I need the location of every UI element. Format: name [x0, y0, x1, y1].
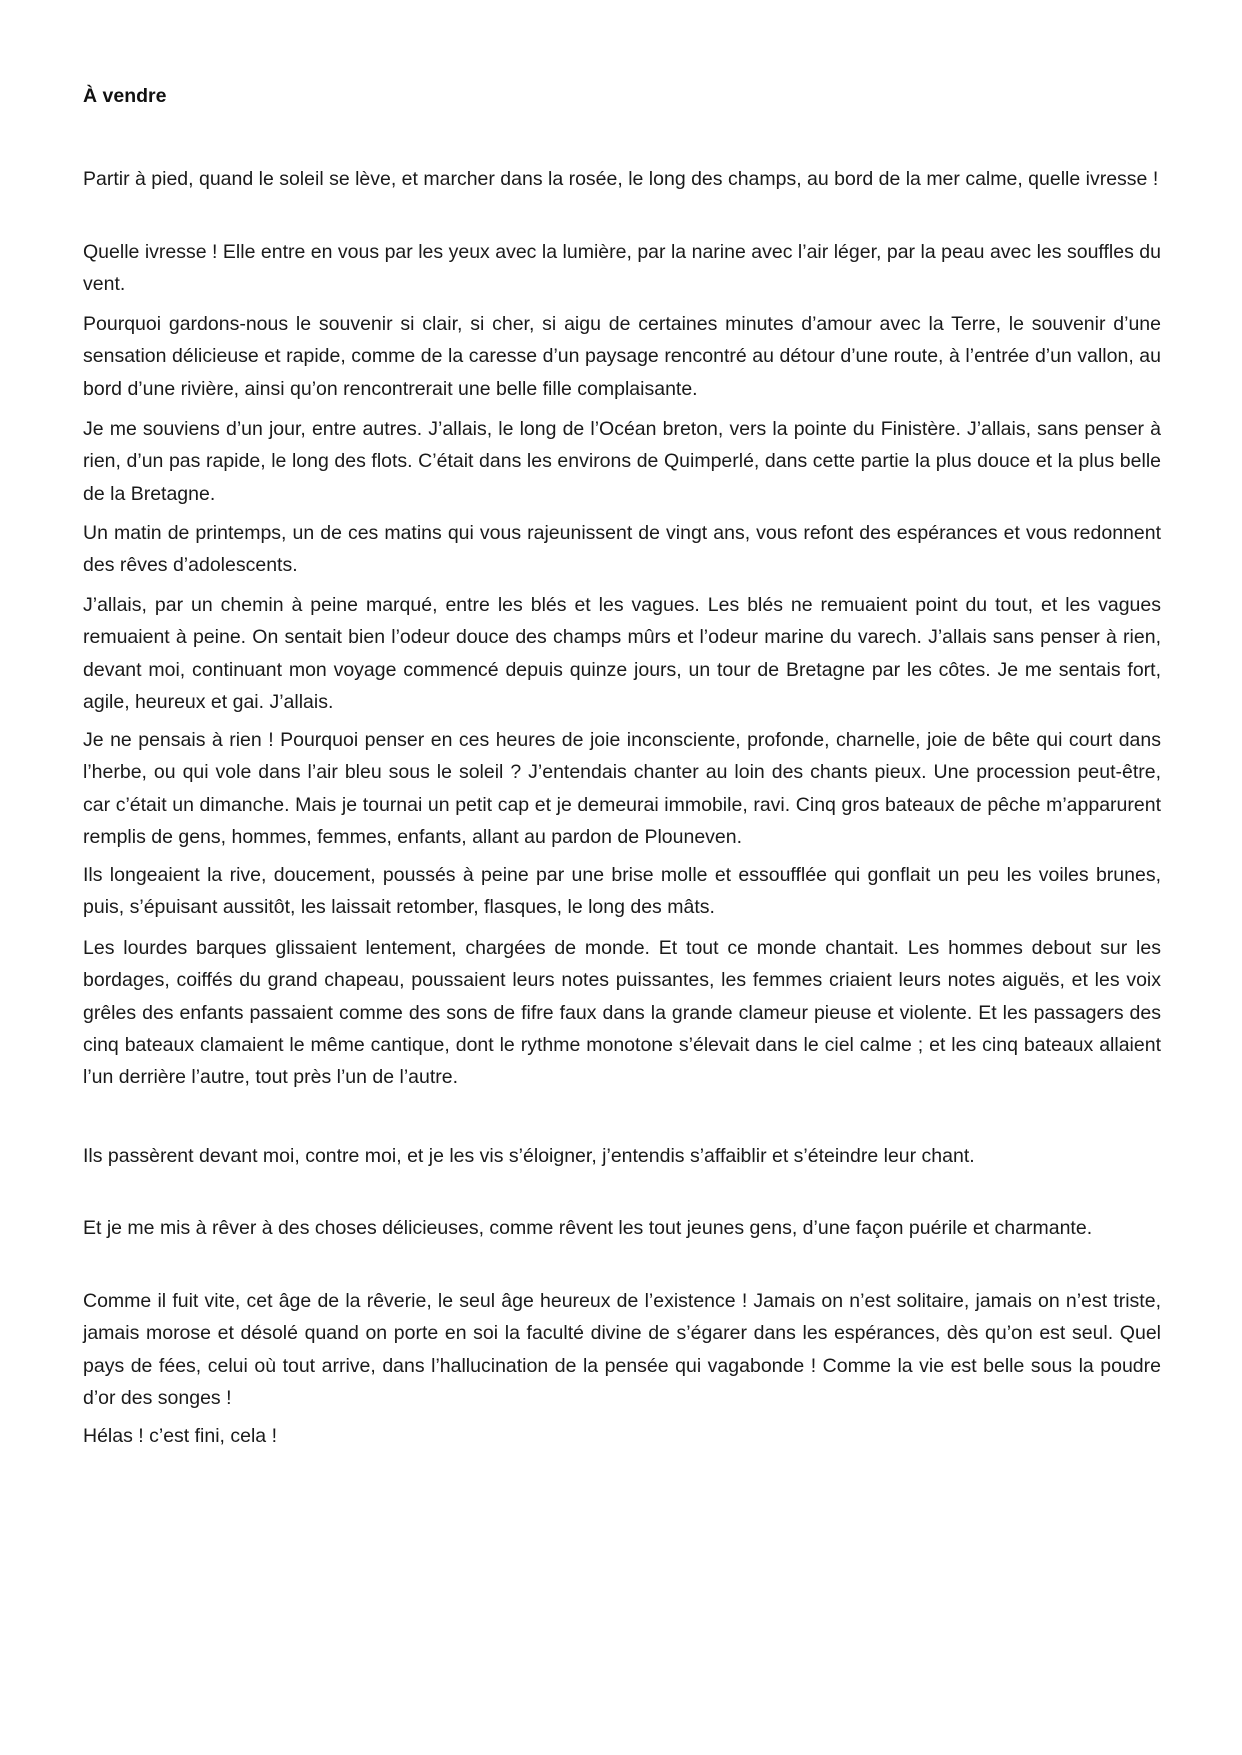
paragraph-1: Partir à pied, quand le soleil se lève, et marcher dans la rosée, le long des champs, au bord de la mer calme, quelle ivresse ! [83, 168, 1159, 190]
paragraph-5: Un matin de printemps, un de ces matins qui vous rajeunissent de vingt ans, vous refont des espérances et vous redonnent des rêves d’adolescents. [83, 522, 1161, 577]
paragraph-7: Je ne pensais à rien ! Pourquoi penser en ces heures de joie inconsciente, profonde, charnelle, joie de bête qui court dans l’herbe, ou qui vole dans l’air bleu sous le soleil ? J’entendais chanter au loin des chants pieux. Une procession peut-être, car c’était un dimanche. Mais je tournai un petit cap et je demeurai immobile, ravi. Cinq gros bateaux de pêche m’apparurent remplis de gens, hommes, femmes, enfants, allant au pardon de Plouneven. [83, 729, 1161, 848]
paragraph-6: J’allais, par un chemin à peine marqué, entre les blés et les vagues. Les blés ne remuaient point du tout, et les vagues remuaient à peine. On sentait bien l’odeur douce des champs mûrs et l’odeur marine du varech. J’allais sans penser à rien, devant moi, continuant mon voyage commencé depuis quinze jours, un tour de Bretagne par les côtes. Je me sentais fort, agile, heureux et gai. J’allais. [83, 594, 1161, 713]
paragraph-10: Ils passèrent devant moi, contre moi, et je les vis s’éloigner, j’entendis s’affaiblir et s’éteindre leur chant. [83, 1145, 975, 1167]
paragraph-12: Comme il fuit vite, cet âge de la rêverie, le seul âge heureux de l’existence ! Jamais on n’est solitaire, jamais on n’est triste, jamais morose et désolé quand on porte en soi la faculté divine de s’égarer dans les espérances, dès qu’on est seul. Quel pays de fées, celui où tout arrive, dans l’hallucination de la pensée qui vagabonde ! Comme la vie est belle sous la poudre d’or des songes ! [83, 1290, 1161, 1409]
paragraph-11: Et je me mis à rêver à des choses délicieuses, comme rêvent les tout jeunes gens, d’une façon puérile et charmante. [83, 1217, 1093, 1239]
paragraph-2: Quelle ivresse ! Elle entre en vous par les yeux avec la lumière, par la narine avec l’air léger, par la peau avec les souffles du vent. [83, 241, 1161, 296]
paragraph-3: Pourquoi gardons-nous le souvenir si clair, si cher, si aigu de certaines minutes d’amour avec la Terre, le souvenir d’une sensation délicieuse et rapide, comme de la caresse d’un paysage rencontré au détour d’une route, à l’entrée d’un vallon, au bord d’une rivière, ainsi qu’on rencontrerait une belle fille complaisante. [83, 313, 1161, 400]
paragraph-9: Les lourdes barques glissaient lentement, chargées de monde. Et tout ce monde chantait. Les hommes debout sur les bordages, coiffés du grand chapeau, poussaient leurs notes puissantes, les femmes criaient leurs notes aiguës, et les voix grêles des enfants passaient comme des sons de fifre faux dans la grande clameur pieuse et violente. Et les passagers des cinq bateaux clamaient le même cantique, dont le rythme monotone s’élevait dans le ciel calme ; et les cinq bateaux allaient l’un derrière l’autre, tout près l’un de l’autre. [83, 937, 1161, 1089]
paragraph-13: Hélas ! c’est fini, cela ! [83, 1425, 277, 1447]
paragraph-4: Je me souviens d’un jour, entre autres. J’allais, le long de l’Océan breton, vers la pointe du Finistère. J’allais, sans penser à rien, d’un pas rapide, le long des flots. C’était dans les environs de Quimperlé, dans cette partie la plus douce et la plus belle de la Bretagne. [83, 418, 1161, 505]
paragraph-8: Ils longeaient la rive, doucement, poussés à peine par une brise molle et essoufflée qui gonflait un peu les voiles brunes, puis, s’épuisant aussitôt, les laissait retomber, flasques, le long des mâts. [83, 864, 1161, 919]
document-title: À vendre [83, 85, 167, 107]
